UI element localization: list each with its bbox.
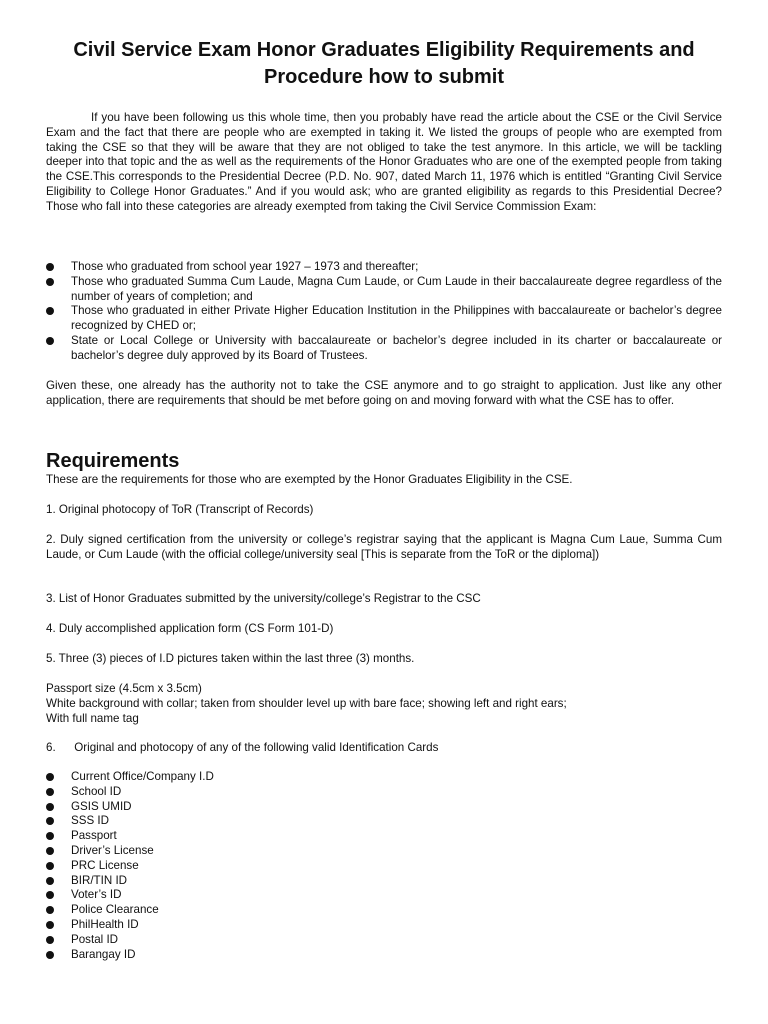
photo-spec-line: Passport size (4.5cm x 3.5cm) [46,682,202,695]
list-item: Current Office/Company I.D [46,770,722,785]
page-title: Civil Service Exam Honor Graduates Eligibility Requirements and Procedure how to submit [73,39,695,88]
list-item: State or Local College or University with baccalaureate or bachelor’s degree included in its charter or baccalaureate or bachelor’s degree duly approved by its Board of Trustees. [46,334,722,364]
exempt-list [46,260,722,364]
item-number: 6. [46,741,56,754]
requirement-item-6 [46,741,722,756]
list-item: Voter’s ID [46,888,722,903]
list-item: Driver’s License [46,844,722,859]
list-item: GSIS UMID [46,800,722,815]
list-item: BIR/TIN ID [46,874,722,889]
requirements-intro: These are the requirements for those who are exempted by the Honor Graduates Eligibility in the CSE. [46,473,573,486]
list-item: Police Clearance [46,903,722,918]
intro-paragraph: If you have been following us this whole time, then you probably have read the article about the CSE or the Civil Service Exam and the fact that there are people who are exempted in taking it. We listed the groups of people who are exempted from taking the CSE so that they will be aware that they are not obliged to take the test anymore. In this article, we will be tackling deeper into that topic and the as well as the requirements of the Honor Graduates who are one of the exempted people from taking the CSE.This corresponds to the Presidential Decree (P.D. No. 907, dated March 11, 1976 which is entitled “Granting Civil Service Eligibility to College Honor Graduates.” And if you would ask; who are granted eligibility as regards to this Presidential Decree? Those who fall into these categories are already exempted from taking the Civil Service Commission Exam: [46,111,722,213]
requirements-heading: Requirements [46,450,180,472]
list-item: Those who graduated from school year 1927 – 1973 and thereafter; [46,260,722,275]
requirement-item: 3. List of Honor Graduates submitted by the university/college’s Registrar to the CSC [46,592,481,605]
photo-spec-line: With full name tag [46,711,139,725]
list-item: Barangay ID [46,948,722,963]
photo-spec-line: White background with collar; taken from shoulder level up with bare face; showing left and right ears; [46,696,567,710]
requirement-item: 1. Original photocopy of ToR (Transcript of Records) [46,503,314,516]
requirement-item: 2. Duly signed certification from the university or college’s registrar saying that the applicant is Magna Cum Laue, Summa Cum Laude, or Cum Laude (with the official college/university seal [This is separate from the ToR or the diploma]) [46,533,722,561]
list-item: Those who graduated in either Private Higher Education Institution in the Philippines with baccalaureate or bachelor’s degree recognized by CHED or; [46,304,722,334]
list-item: Those who graduated Summa Cum Laude, Magna Cum Laude, or Cum Laude in their baccalaureate degree regardless of the number of years of completion; and [46,275,722,305]
list-item: School ID [46,785,722,800]
requirement-item: 4. Duly accomplished application form (CS Form 101-D) [46,622,334,635]
photo-specs [46,682,722,726]
id-card-list [46,770,722,962]
list-item: Passport [46,829,722,844]
list-item: PhilHealth ID [46,918,722,933]
list-item: SSS ID [46,814,722,829]
given-paragraph: Given these, one already has the authority not to take the CSE anymore and to go straight to application. Just like any other application, there are requirements that should be met before going on and moving forward with what the CSE has to offer. [46,379,722,407]
list-item: PRC License [46,859,722,874]
list-item: Postal ID [46,933,722,948]
item-text: Original and photocopy of any of the following valid Identification Cards [74,741,439,754]
requirement-item: 5. Three (3) pieces of I.D pictures taken within the last three (3) months. [46,652,415,665]
